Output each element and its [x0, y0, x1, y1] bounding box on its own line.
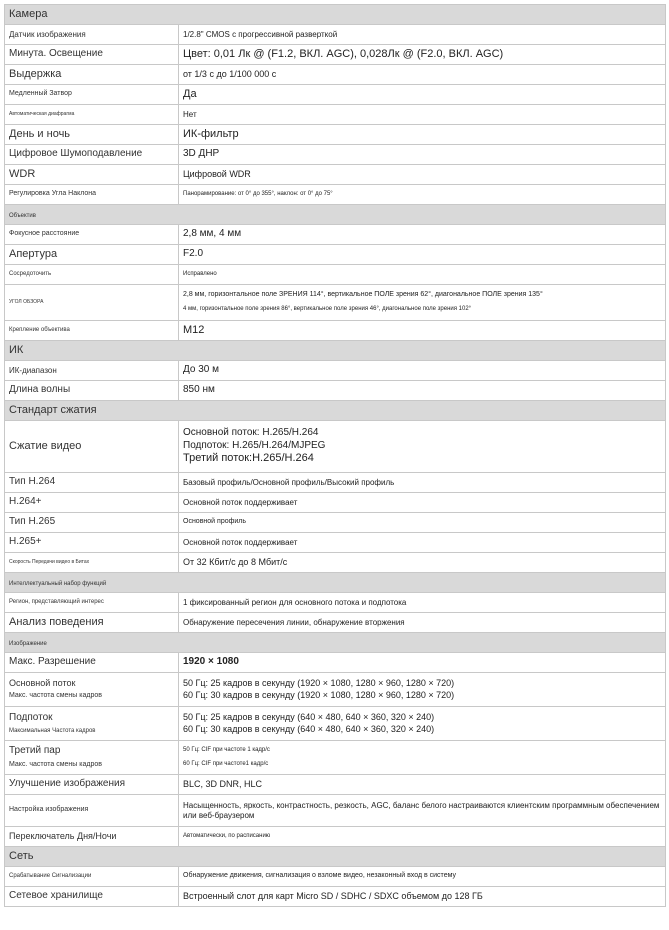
row-value [179, 673, 666, 707]
row-label: Сетевое хранилище [5, 887, 179, 907]
row-label: День и ночь [5, 125, 179, 145]
section-title-camera: Камера [9, 7, 48, 20]
section-image [5, 633, 666, 653]
row-label: Фокусное расстояние [5, 225, 179, 245]
row-label: Апертура [5, 245, 179, 265]
row-day-night [5, 125, 666, 145]
row-value: Обнаружение пересечения линии, обнаружение вторжения [179, 613, 666, 633]
row-label: Улучшение изображения [5, 775, 179, 795]
row-value: Цифровой WDR [179, 165, 666, 185]
row-label: Тип H.264 [5, 473, 179, 493]
row-focal-length [5, 225, 666, 245]
row-label: Длина волны [5, 381, 179, 401]
row-value: M12 [179, 321, 666, 341]
row-value: Цвет: 0,01 Лк @ (F1.2, ВКЛ. AGC), 0,028Лк @ (F2.0, ВКЛ. AGC) [179, 45, 666, 65]
row-wdr [5, 165, 666, 185]
row-lens-mount [5, 321, 666, 341]
video-third: Третий поток:H.265/H.264 [183, 452, 314, 465]
section-title-lens: Объектив [9, 212, 36, 219]
row-wavelength [5, 381, 666, 401]
row-dnr [5, 145, 666, 165]
row-label: Срабатывание Сигнализации [5, 867, 179, 887]
fov-line-1: 2,8 мм, горизонтальное поле ЗРЕНИЯ 114°, вертикальное ПОЛЕ зрения 62°, диагональное ПОЛЕ зрения 135° [183, 291, 543, 299]
row-value: ИК-фильтр [179, 125, 666, 145]
row-value: 3D ДНР [179, 145, 666, 165]
row-label: Медленный Затвор [5, 85, 179, 105]
row-value: F2.0 [179, 245, 666, 265]
substream-v1: 50 Гц: 25 кадров в секунду (640 × 480, 640 × 360, 320 × 240) [183, 712, 435, 723]
row-max-resolution [5, 653, 666, 673]
row-label: Регулировка Угла Наклона [5, 185, 179, 205]
section-title-compression: Стандарт сжатия [9, 403, 97, 416]
row-value: Основной профиль [179, 513, 666, 533]
row-value: Базовый профиль/Основной профиль/Высокий профиль [179, 473, 666, 493]
row-label-group [5, 673, 179, 707]
row-value: 850 нм [179, 381, 666, 401]
row-storage [5, 887, 666, 907]
row-label: Анализ поведения [5, 613, 179, 633]
row-label: Макс. Разрешение [5, 653, 179, 673]
row-h265-plus [5, 533, 666, 553]
row-value [179, 741, 666, 775]
row-label: Регион, представляющий интерес [5, 593, 179, 613]
section-camera [5, 5, 666, 25]
row-third-stream [5, 741, 666, 775]
row-label: Автоматическая диафрагма [5, 105, 179, 125]
row-shutter [5, 65, 666, 85]
row-fov [5, 285, 666, 321]
row-value: Нет [179, 105, 666, 125]
section-lens [5, 205, 666, 225]
image-settings-text: Насыщенность, яркость, контрастность, резкость, AGC, баланс белого настраиваются клиентским программным обеспечением или веб-браузером [183, 800, 660, 820]
row-behavior [5, 613, 666, 633]
row-auto-iris [5, 105, 666, 125]
row-value: 1920 × 1080 [179, 653, 666, 673]
row-label: WDR [5, 165, 179, 185]
video-main: Основной поток: H.265/H.264 [183, 427, 319, 439]
row-slow-shutter [5, 85, 666, 105]
row-focus [5, 265, 666, 285]
row-video-compression [5, 421, 666, 473]
section-smart [5, 573, 666, 593]
row-image-settings [5, 795, 666, 827]
row-main-stream [5, 673, 666, 707]
row-label: Крепление объектива [5, 321, 179, 341]
row-bitrate [5, 553, 666, 573]
row-label: УГОЛ ОБЗОРА [5, 285, 179, 321]
main-stream-v1: 50 Гц: 25 кадров в секунду (1920 × 1080, 1280 × 960, 1280 × 720) [183, 678, 455, 689]
row-value: Встроенный слот для карт Micro SD / SDHC / SDXC объемом до 128 ГБ [179, 887, 666, 907]
row-label: ИК-диапазон [5, 361, 179, 381]
row-label: Тип H.265 [5, 513, 179, 533]
row-value: От 32 Кбит/с до 8 Мбит/с [179, 553, 666, 573]
row-enhancement [5, 775, 666, 795]
main-stream-v2: 60 Гц: 30 кадров в секунду (1920 × 1080, 1280 × 960, 1280 × 720) [183, 689, 455, 700]
third-stream-label: Третий пар [9, 745, 61, 757]
spec-table [4, 4, 666, 907]
row-label: Цифровое Шумоподавление [5, 145, 179, 165]
row-value: 1 фиксированный регион для основного потока и подпотока [179, 593, 666, 613]
row-value: BLC, 3D DNR, HLC [179, 775, 666, 795]
row-value [179, 795, 666, 827]
row-label: Сосредоточить [5, 265, 179, 285]
third-stream-v2: 60 Гц: CIF при частоте1 кадр/с [183, 760, 269, 767]
row-alarm [5, 867, 666, 887]
row-roi [5, 593, 666, 613]
row-label: H.264+ [5, 493, 179, 513]
section-compression [5, 401, 666, 421]
row-value [179, 421, 666, 473]
third-stream-sub: Макс. частота смены кадров [9, 760, 102, 768]
video-sub: Подпоток: H.265/H.264/MJPEG [183, 439, 326, 451]
row-label-group [5, 741, 179, 775]
substream-v2: 60 Гц: 30 кадров в секунду (640 × 480, 640 × 360, 320 × 240) [183, 723, 435, 734]
substream-label: Подпоток [9, 712, 53, 723]
row-value: от 1/3 с до 1/100 000 с [179, 65, 666, 85]
row-value: Автоматически, по расписанию [179, 827, 666, 847]
row-value: До 30 м [179, 361, 666, 381]
row-label: Выдержка [5, 65, 179, 85]
row-value: Да [179, 85, 666, 105]
row-min-illumination [5, 45, 666, 65]
row-sensor [5, 25, 666, 45]
row-ir-range [5, 361, 666, 381]
fov-line-2: 4 мм, горизонтальное поле зрения 86°, вертикальное поле зрения 46°, диагональное поле зрения 102° [183, 306, 472, 313]
section-title-image: Изображение [9, 640, 47, 647]
row-tilt [5, 185, 666, 205]
row-h264-plus [5, 493, 666, 513]
row-day-night-switch [5, 827, 666, 847]
row-value: 1/2.8" CMOS с прогрессивной разверткой [179, 25, 666, 45]
main-stream-label: Основной поток [9, 678, 76, 688]
row-label-group [5, 707, 179, 741]
row-h265-type [5, 513, 666, 533]
row-value [179, 285, 666, 321]
row-label: Переключатель Дня/Ночи [5, 827, 179, 847]
row-h264-type [5, 473, 666, 493]
row-label: Скорость Передачи видео в Битах [5, 553, 179, 573]
row-value [179, 707, 666, 741]
row-label: Датчик изображения [5, 25, 179, 45]
row-label: Минута. Освещение [5, 45, 179, 65]
row-value: Основной поток поддерживает [179, 493, 666, 513]
row-label: Сжатие видео [5, 421, 179, 473]
row-substream [5, 707, 666, 741]
section-title-ir: ИК [9, 343, 24, 356]
section-title-smart: Интеллектуальный набор функций [9, 580, 107, 587]
row-aperture [5, 245, 666, 265]
row-label: H.265+ [5, 533, 179, 553]
row-value: Основной поток поддерживает [179, 533, 666, 553]
substream-sub: Максимальная Частота кадров [9, 727, 96, 734]
row-value: Исправлено [179, 265, 666, 285]
section-title-network: Сеть [9, 849, 34, 862]
row-label: Настройка изображения [5, 795, 179, 827]
row-value: Панорамирование: от 0° до 355°, наклон: от 0° до 75° [179, 185, 666, 205]
section-network [5, 847, 666, 867]
third-stream-v1: 50 Гц: CIF при частоте 1 кадр/с [183, 747, 270, 753]
main-stream-sub: Макс. частота смены кадров [9, 692, 102, 700]
row-value: 2,8 мм, 4 мм [179, 225, 666, 245]
row-value: Обнаружение движения, сигнализация о взломе видео, незаконный вход в систему [179, 867, 666, 887]
section-ir [5, 341, 666, 361]
